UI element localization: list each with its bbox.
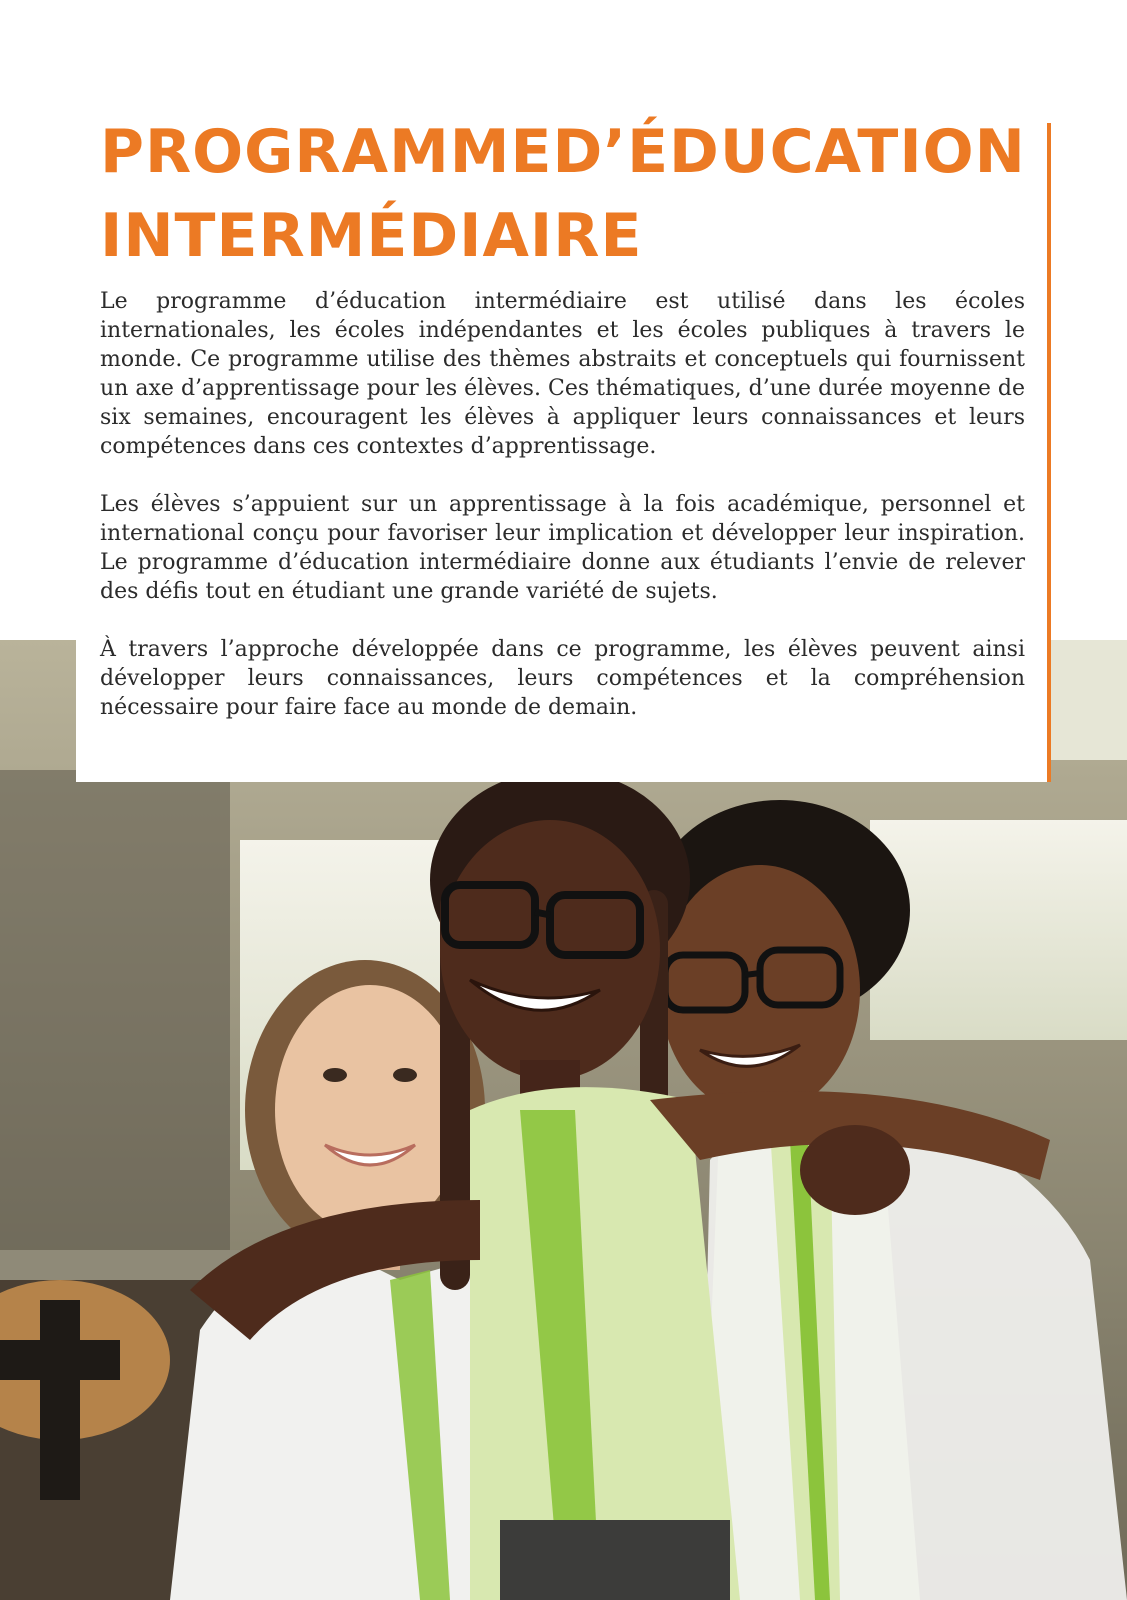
paragraph-3: À travers l’approche développée dans ce programme, les élèves peuvent ainsi développer leurs connaissances, leurs compétences et la compréhension nécessaire pour faire face au monde de demain. [100,637,1025,720]
stool-cross-horizontal [0,1340,120,1380]
body-text [100,287,1025,751]
page-title [100,110,1030,278]
page-title-word-1: PROGRAMME [100,117,553,187]
page-title-line-2: INTERMÉDIAIRE [100,201,643,271]
counter [0,1250,240,1280]
window-top-right [1040,640,1127,760]
paragraph-2: Les élèves s’appuient sur un apprentissage à la fois académique, personnel et international conçu pour favoriser leur implication et développer leur inspiration. Le programme d’éducation intermédiaire donne aux étudiants l’envie de relever des défis tout en étudiant une grande variété de sujets. [100,492,1025,604]
left-student-face [275,985,465,1235]
stool-cross-vertical [40,1300,80,1500]
page-title-line-1 [100,110,1025,194]
window-right [870,820,1127,1040]
orange-accent-bar [1047,123,1051,782]
students-photo-illustration [0,640,1127,1600]
paragraph-1: Le programme d’éducation intermédiaire est utilisé dans les écoles internationales, les écoles indépendantes et les écoles publiques à travers le monde. Ce programme utilise des thèmes abstraits et conceptuels qui fournissent un axe d’apprentissage pour les élèves. Ces thématiques, d’une durée moyenne de six semaines, encouragent les élèves à appliquer leurs connaissances et leurs compétences dans ces contextes d’apprentissage. [100,289,1025,459]
students-photo [0,640,1127,1600]
page-title-word-2: D’ÉDUCATION [552,117,1026,187]
